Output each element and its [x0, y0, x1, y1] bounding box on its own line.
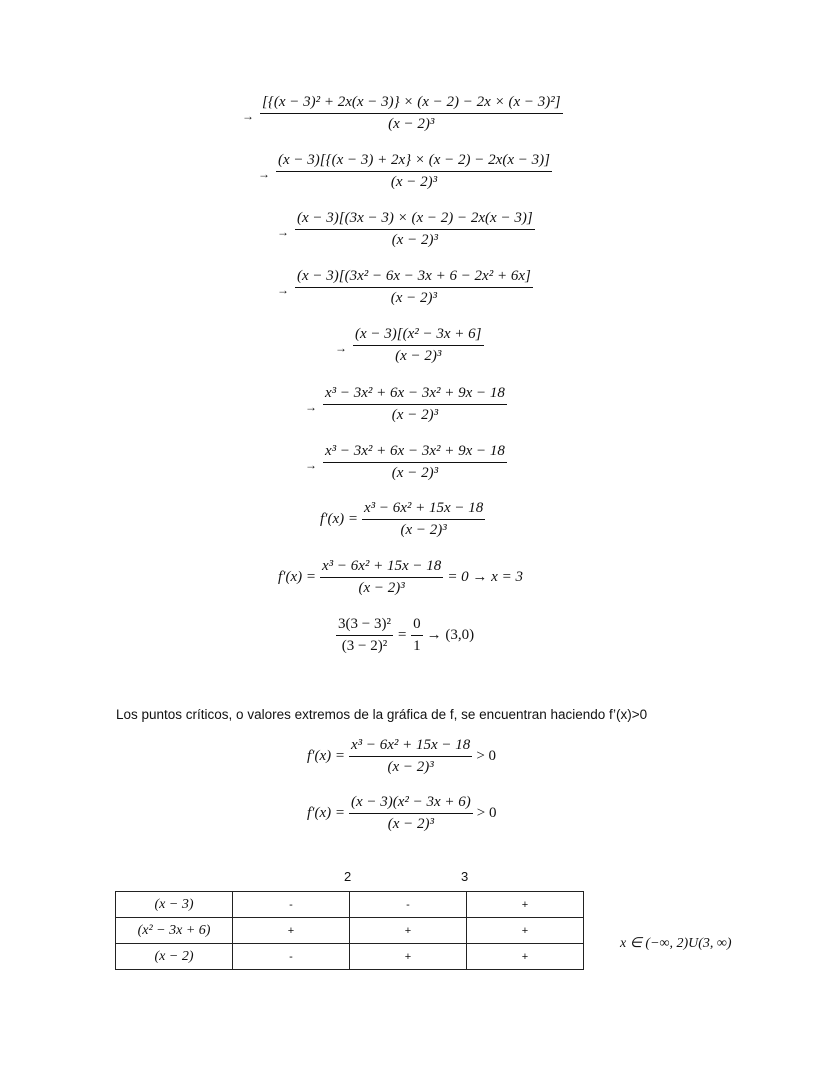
arrow-icon: →: [277, 283, 289, 297]
step-4: [277, 268, 533, 307]
inequality-sign: > 0: [476, 805, 497, 821]
denominator: (x − 2)³: [391, 232, 438, 248]
fraction: [320, 558, 443, 597]
table-row: [116, 892, 584, 918]
numerator: x³ − 3x² + 6x − 3x² + 9x − 18: [323, 443, 507, 463]
critical-point-3: 3: [461, 869, 469, 884]
denominator: (x − 2)³: [358, 580, 405, 596]
denominator: (3 − 2)²: [341, 638, 388, 654]
sign-cell: +: [467, 944, 584, 970]
step-1: [242, 94, 563, 133]
step-9: [274, 558, 527, 597]
sign-cell: +: [350, 944, 467, 970]
denominator: (x − 2)³: [388, 116, 435, 132]
sign-cell: -: [233, 892, 350, 918]
factor-cell: (x − 3): [116, 892, 233, 918]
factor-cell: (x² − 3x + 6): [116, 918, 233, 944]
arrow-icon: →: [305, 400, 317, 414]
arrow-icon: →: [258, 167, 270, 181]
solution: x ∈ (−∞, 2)U(3, ∞): [620, 936, 732, 951]
sign-cell: -: [350, 892, 467, 918]
denominator: (x − 2)³: [387, 759, 434, 775]
step-7: [305, 443, 507, 482]
numerator: (x − 3)[(3x − 3) × (x − 2) − 2x(x − 3)]: [295, 210, 535, 230]
derivative-label: f′(x) =: [307, 805, 345, 821]
step-2: [258, 152, 552, 191]
fraction: [295, 268, 533, 307]
fraction: [411, 616, 423, 655]
evaluation: [336, 616, 478, 655]
numerator: (x − 3)[{(x − 3) + 2x} × (x − 2) − 2x(x − 3)]: [276, 152, 552, 172]
numerator: [{(x − 3)² + 2x(x − 3)} × (x − 2) − 2x × (x − 3)²]: [260, 94, 563, 114]
numerator: (x − 3)[(x² − 3x + 6]: [353, 326, 484, 346]
denominator: (x − 2)³: [391, 465, 439, 481]
fraction: [295, 210, 535, 249]
numerator: x³ − 6x² + 15x − 18: [349, 737, 472, 757]
critical-point-2: 2: [344, 869, 352, 884]
sign-cell: +: [350, 918, 467, 944]
numerator: (x − 3)[(3x² − 6x − 3x + 6 − 2x² + 6x]: [295, 268, 533, 288]
numerator: x³ − 3x² + 6x − 3x² + 9x − 18: [323, 385, 507, 405]
fraction: [323, 385, 507, 424]
denominator: (x − 2)³: [391, 407, 439, 423]
result: = 0 → x = 3: [447, 569, 523, 585]
equals: =: [396, 627, 408, 643]
fraction: [276, 152, 552, 191]
fraction: [336, 616, 393, 655]
step-6: [305, 385, 507, 424]
numerator: (x − 3)(x² − 3x + 6): [349, 794, 473, 814]
inequality-2: [303, 794, 501, 833]
fraction: [349, 737, 472, 776]
table-row: [116, 918, 584, 944]
arrow-icon: →: [305, 458, 317, 472]
denominator: (x − 2)³: [400, 522, 447, 538]
arrow-icon: →: [277, 225, 289, 239]
denominator: (x − 2)³: [390, 290, 438, 306]
numerator: 3(3 − 3)²: [336, 616, 393, 636]
step-5: [335, 326, 484, 365]
derivative-label: f′(x) =: [320, 511, 358, 527]
fraction: [323, 443, 507, 482]
derivative-label: f′(x) =: [278, 569, 316, 585]
sign-cell: +: [467, 918, 584, 944]
denominator: (x − 2)³: [390, 174, 438, 190]
sign-cell: -: [233, 944, 350, 970]
derivative-label: f′(x) =: [307, 748, 345, 764]
table-row: [116, 944, 584, 970]
denominator: 1: [413, 638, 421, 654]
sign-cell: +: [233, 918, 350, 944]
paragraph: Los puntos críticos, o valores extremos de la gráfica de f, se encuentran haciendo f’(x)>0: [116, 707, 648, 722]
denominator: (x − 2)³: [395, 348, 442, 364]
factor-cell: (x − 2): [116, 944, 233, 970]
numerator: 0: [411, 616, 423, 636]
inequality-1: [303, 737, 500, 776]
numerator: x³ − 6x² + 15x − 18: [362, 500, 485, 520]
denominator: (x − 2)³: [387, 816, 435, 832]
arrow-icon: →: [242, 109, 254, 123]
numerator: x³ − 6x² + 15x − 18: [320, 558, 443, 578]
step-3: [277, 210, 535, 249]
sign-table: [115, 891, 584, 970]
arrow-icon: →: [335, 341, 347, 355]
fraction: [362, 500, 485, 539]
step-8: [316, 500, 485, 539]
inequality-sign: > 0: [476, 748, 497, 764]
fraction: [353, 326, 484, 365]
fraction: [260, 94, 563, 133]
fraction: [349, 794, 473, 833]
sign-cell: +: [467, 892, 584, 918]
result: → (3,0): [426, 627, 475, 643]
